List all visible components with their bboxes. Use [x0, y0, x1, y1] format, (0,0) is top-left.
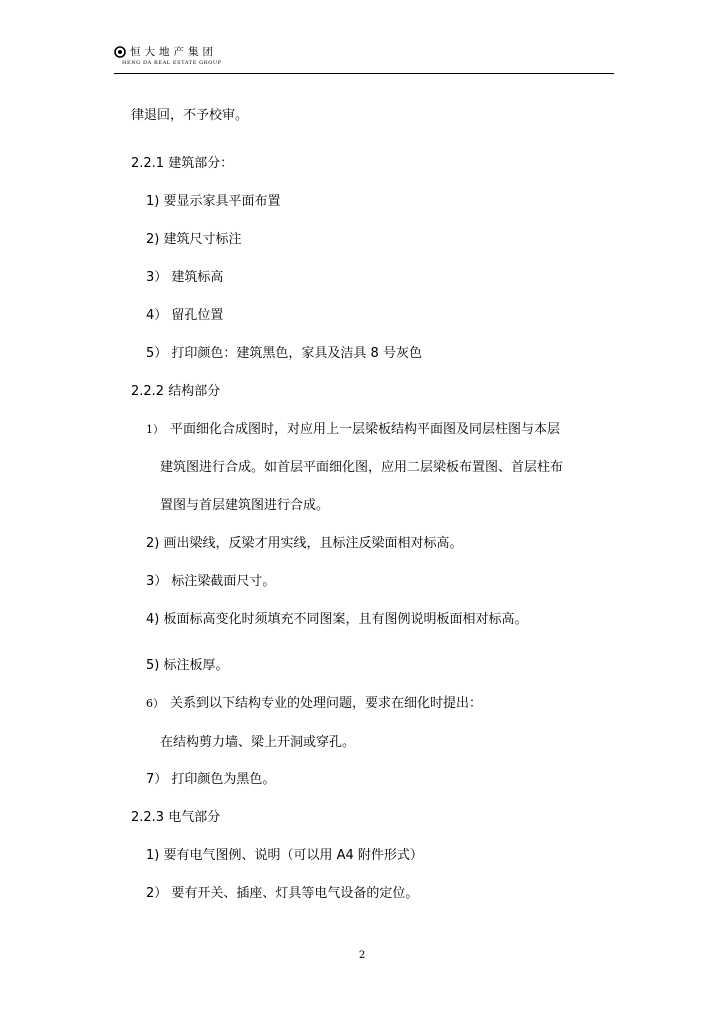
list-item-continuation: 在结构剪力墙、梁上开洞或穿孔。 [160, 735, 356, 750]
body-line-1: 律退回，不予校审。 [131, 108, 249, 123]
list-item: 2） 要有开关、插座、灯具等电气设备的定位。 [146, 886, 419, 901]
section-heading-electrical: 2.2.3 电气部分 [131, 810, 221, 825]
list-item: 7） 打印颜色为黑色。 [146, 772, 276, 787]
company-english-name: HENG DA REAL ESTATE GROUP [122, 60, 222, 66]
list-item: 3） 建筑标高 [146, 270, 224, 285]
list-item-continuation: 建筑图进行合成。如首层平面细化图，应用二层梁板布置图、首层柱布 [160, 460, 564, 475]
list-item: 5) 标注板厚。 [146, 658, 229, 673]
list-item [146, 421, 560, 439]
list-item-number: 6） [146, 697, 164, 710]
evergrande-logo-icon [114, 46, 126, 58]
section-heading-architecture: 2.2.1 建筑部分： [131, 156, 234, 171]
list-item: 4） 留孔位置 [146, 308, 224, 323]
list-item: 5） 打印颜色：建筑黑色，家具及洁具 8 号灰色 [146, 346, 422, 361]
list-item [146, 695, 482, 713]
list-item-number: 1） [146, 423, 164, 436]
list-item: 2) 建筑尺寸标注 [146, 232, 242, 247]
list-item-continuation: 置图与首层建筑图进行合成。 [160, 498, 330, 513]
list-item-text: 关系到以下结构专业的处理问题，要求在细化时提出： [170, 696, 483, 711]
list-item: 3） 标注梁截面尺寸。 [146, 574, 276, 589]
list-item: 4) 板面标高变化时须填充不同图案，且有图例说明板面相对标高。 [146, 612, 528, 627]
list-item: 1) 要显示家具平面布置 [146, 194, 281, 209]
list-item: 1) 要有电气图例、说明（可以用 A4 附件形式） [146, 848, 423, 863]
list-item: 2) 画出梁线，反梁才用实线，且标注反梁面相对标高。 [146, 536, 463, 551]
list-item-text: 平面细化合成图时，对应用上一层梁板结构平面图及同层柱图与本层 [170, 422, 561, 437]
company-name: 恒大地产集团 [130, 46, 217, 58]
header-divider [114, 73, 614, 74]
page-header [114, 44, 614, 74]
page-number: 2 [358, 950, 366, 961]
section-heading-structure: 2.2.2 结构部分 [131, 384, 221, 399]
